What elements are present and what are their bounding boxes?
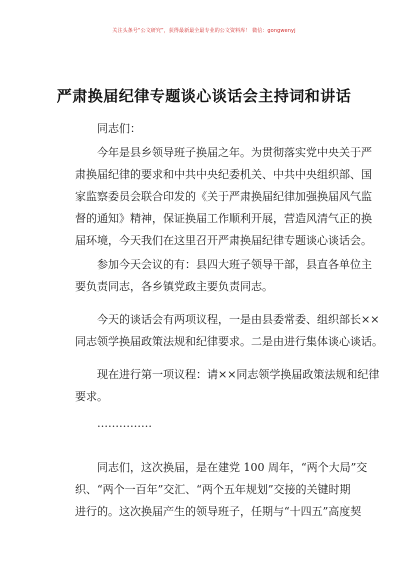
paragraph-line: 家监察委员会联合印发的《关于严肃换届纪律加强换届风气监 [75, 190, 372, 203]
paragraph-agenda [75, 309, 383, 353]
paragraph-line: 进行的。这次换届产生的领导班子，任期与“十四五”高度契 [75, 505, 362, 518]
ellipsis-separator [75, 413, 343, 435]
paragraph-line: 参加今天会议的有：县四大班子领导干部，县直各单位主 [97, 258, 372, 271]
greeting [75, 118, 343, 140]
paragraph-line: 要求。 [75, 390, 108, 403]
ellipsis-line: …………… [97, 417, 152, 430]
paragraph-line: 届环境，今天我们在这里召开严肃换届纪律专题谈心谈话会。 [75, 234, 372, 247]
paragraph-intro [75, 142, 372, 252]
paragraph-line: 今天的谈话会有两项议程，一是由县委常委、组织部长×× [97, 313, 380, 326]
paragraph-line: 要负责同志，各乡镇党政主要负责同志。 [75, 280, 273, 293]
paragraph-speech [75, 457, 368, 523]
paragraph-line: 今年是县乡领导班子换届之年。为贯彻落实党中央关于严 [97, 146, 372, 159]
paragraph-line: 现在进行第一项议程：请××同志领学换届政策法规和纪律 [97, 368, 380, 381]
paragraph-attendees [75, 254, 372, 298]
paragraph-first-item [75, 364, 380, 408]
paragraph-line: 肃换届纪律的要求和中共中央纪委机关、中共中央组织部、国 [75, 168, 372, 181]
top-banner: 关注头条号“公文研究”，获得最新最全最专业的公文资料库！ 微信：gongwenyj [112, 28, 296, 34]
document-title: 严肃换届纪律专题谈心谈话会主持词和讲话 [56, 87, 352, 105]
paragraph-line: 织、“两个一百年”交汇、“两个五年规划”交接的关键时期 [75, 483, 351, 496]
greeting-line: 同志们： [97, 122, 141, 135]
paragraph-line: 同志领学换届政策法规和纪律要求。二是由进行集体谈心谈话。 [75, 335, 383, 348]
paragraph-line: 督的通知》精神，保证换届工作顺利开展，营造风清气正的换 [75, 212, 372, 225]
paragraph-line: 同志们，这次换届，是在建党 100 周年，“两个大局”交 [97, 461, 368, 474]
